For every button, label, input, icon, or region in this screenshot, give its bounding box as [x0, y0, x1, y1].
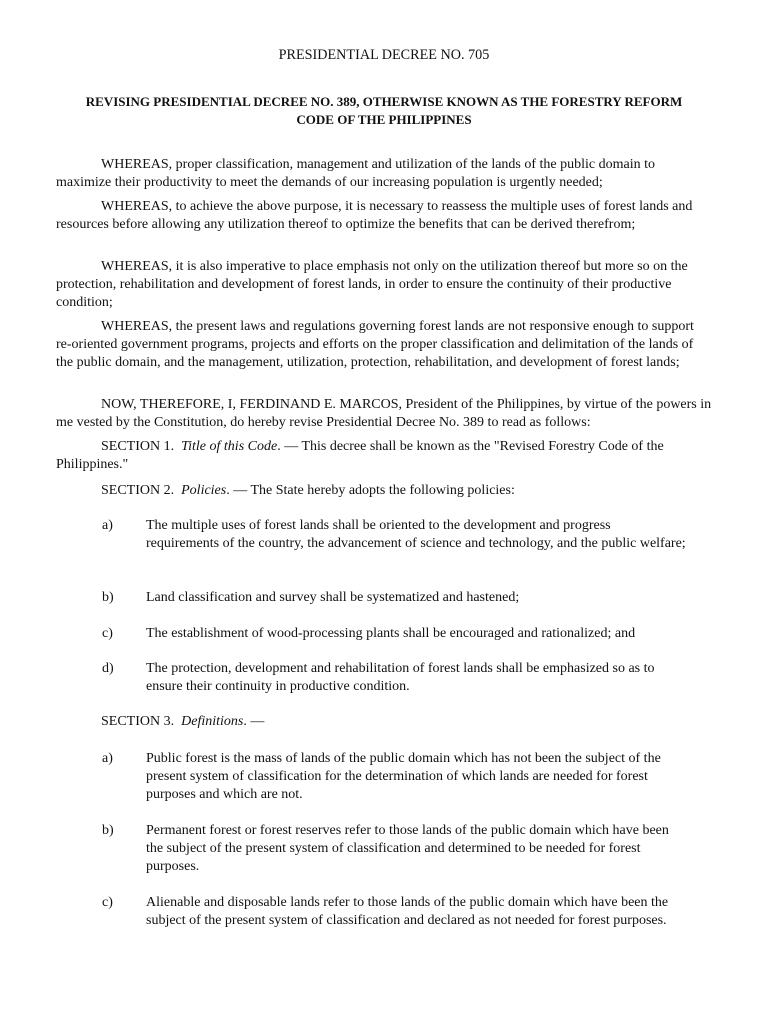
- definition-item-b-text: Permanent forest or forest reserves refer to those lands of the public domain which have been the subject of the present system of classification and determined to be needed for forest purposes.: [146, 823, 669, 874]
- subtitle-line-1: REVISING PRESIDENTIAL DECREE NO. 389, OTHERWISE KNOWN AS THE FORESTRY REFORM: [85, 94, 683, 109]
- section-3-prefix: SECTION 3.: [101, 714, 175, 729]
- section-2-prefix: SECTION 2.: [101, 483, 175, 498]
- policy-item-a-mark: a): [102, 518, 113, 533]
- policy-item-b-text: Land classification and survey shall be systematized and hastened;: [146, 590, 520, 605]
- section-2: [56, 482, 712, 500]
- section-3: [56, 713, 712, 731]
- policy-item-c-mark: c): [102, 626, 113, 641]
- now-therefore-paragraph: NOW, THEREFORE, I, FERDINAND E. MARCOS, President of the Philippines, by virtue of the powers in me vested by the Constitution, do hereby revise Presidential Decree No. 389 to read as follows:: [56, 397, 712, 430]
- whereas-paragraph-1: WHEREAS, proper classification, management and utilization of the lands of the public domain to maximize their productivity to meet the demands of our increasing population is urgently needed;: [56, 157, 656, 190]
- policy-item-d-text: The protection, development and rehabilitation of forest lands shall be emphasized so as to ensure their continuity in productive condition.: [146, 661, 655, 694]
- whereas-paragraph-2: WHEREAS, to achieve the above purpose, it is necessary to reassess the multiple uses of forest lands and resources before allowing any utilization thereof to optimize the benefits that can be derived therefrom;: [56, 199, 693, 232]
- section-1: [56, 438, 712, 474]
- section-3-text: . —: [243, 714, 265, 729]
- definition-item-a-text: Public forest is the mass of lands of the public domain which has not been the subject of the present system of classification for the determination of which lands are needed for forest purposes and which are not.: [146, 751, 661, 802]
- section-1-heading: Title of this Code: [181, 439, 278, 454]
- section-2-heading: Policies: [181, 483, 227, 498]
- policy-item-b-mark: b): [102, 590, 114, 605]
- section-1-text: . — This decree shall be known as the "Revised Forestry Code of the Philippines.": [56, 439, 664, 472]
- definition-item-a-mark: a): [102, 751, 113, 766]
- subtitle-line-2: CODE OF THE PHILIPPINES: [296, 112, 472, 127]
- document-title: PRESIDENTIAL DECREE NO. 705: [278, 47, 490, 63]
- section-1-prefix: SECTION 1.: [101, 439, 175, 454]
- whereas-paragraph-4: WHEREAS, the present laws and regulations governing forest lands are not responsive enough to support re-oriented government programs, projects and efforts on the proper classification and delimitation of the lands of the public domain, and the management, utilization, protection, rehabilitation, and development of forest lands;: [56, 319, 694, 370]
- definition-item-c-mark: c): [102, 895, 113, 910]
- whereas-paragraph-3: WHEREAS, it is also imperative to place emphasis not only on the utilization thereof but more so on the protection, rehabilitation and development of forest lands, in order to ensure the continuity of their productive condition;: [56, 259, 688, 310]
- definition-item-c-text: Alienable and disposable lands refer to those lands of the public domain which have been the subject of the present system of classification and declared as not needed for forest purposes.: [146, 895, 669, 928]
- policy-item-a-text: The multiple uses of forest lands shall be oriented to the development and progress requirements of the country, the advancement of science and technology, and the public welfare;: [146, 518, 686, 551]
- section-2-text: . — The State hereby adopts the following policies:: [226, 483, 515, 498]
- policy-item-c-text: The establishment of wood-processing plants shall be encouraged and rationalized; and: [146, 626, 636, 641]
- policy-item-d-mark: d): [102, 661, 114, 676]
- definition-item-b-mark: b): [102, 823, 114, 838]
- document-subtitle: [56, 93, 712, 129]
- section-3-heading: Definitions: [181, 714, 244, 729]
